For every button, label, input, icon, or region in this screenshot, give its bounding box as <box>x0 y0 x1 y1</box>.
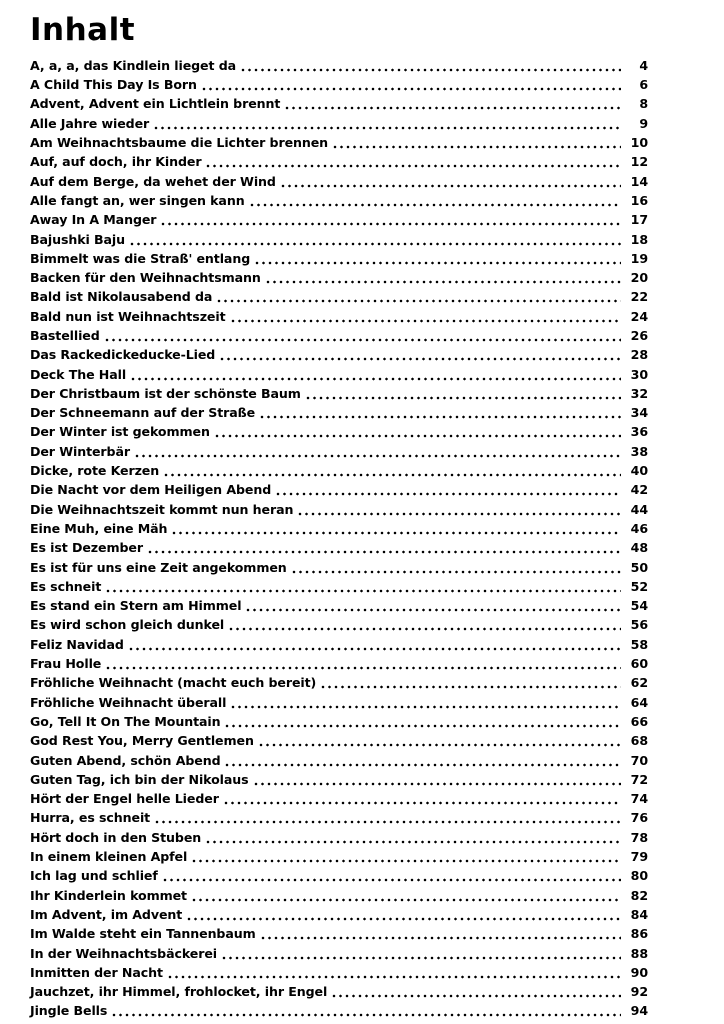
toc-entry <box>30 344 648 363</box>
toc-entry-title: Deck The Hall <box>30 366 127 382</box>
toc-entry-page: 30 <box>630 366 648 382</box>
toc-entry-title: Am Weihnachtsbaume die Lichter brennen <box>30 135 329 151</box>
toc-entry-title: Das Rackedickeducke-Lied <box>30 347 216 363</box>
toc-entry-page: 10 <box>630 135 648 151</box>
toc-entry-page: 50 <box>630 559 648 575</box>
dot-leader <box>105 338 621 342</box>
toc-entry-title: Feliz Navidad <box>30 636 124 652</box>
toc-entry-page: 58 <box>630 636 648 652</box>
dot-leader <box>231 319 622 323</box>
toc-entry-title: Auf dem Berge, da wehet der Wind <box>30 173 276 189</box>
dot-leader <box>333 145 621 149</box>
toc-entry <box>30 55 648 74</box>
dot-leader <box>135 454 621 458</box>
dot-leader <box>261 936 621 940</box>
toc-entry-page: 80 <box>630 868 648 884</box>
toc-entry <box>30 653 648 672</box>
toc-entry <box>30 865 648 884</box>
toc-entry <box>30 267 648 286</box>
toc-entry-page: 19 <box>630 250 648 266</box>
toc-entry-title: Hört der Engel helle Lieder <box>30 791 219 807</box>
toc-entry-page: 62 <box>630 675 648 691</box>
toc-entry <box>30 363 648 382</box>
toc-entry-page: 20 <box>630 270 648 286</box>
toc-entry-page: 48 <box>630 540 648 556</box>
toc-entry <box>30 518 648 537</box>
dot-leader <box>259 743 621 747</box>
toc-entry <box>30 286 648 305</box>
toc-entry-page: 68 <box>630 733 648 749</box>
toc-entry-title: Away In A Manger <box>30 212 157 228</box>
toc-entry-title: Advent, Advent ein Lichtlein brennt <box>30 96 281 112</box>
toc-entry <box>30 981 648 1000</box>
toc-entry-page: 32 <box>630 385 648 401</box>
dot-leader <box>254 782 621 786</box>
toc-entry-title: Bald nun ist Weihnachtszeit <box>30 308 226 324</box>
toc-entry <box>30 576 648 595</box>
toc-entry-page: 8 <box>639 96 648 112</box>
toc-entry-title: Es stand ein Stern am Himmel <box>30 598 242 614</box>
toc-entry <box>30 325 648 344</box>
toc-entry <box>30 711 648 730</box>
toc-entry-page: 24 <box>630 308 648 324</box>
toc-entry-page: 84 <box>630 906 648 922</box>
dot-leader <box>106 589 621 593</box>
toc-entry-page: 44 <box>630 501 648 517</box>
toc-entry-page: 86 <box>630 926 648 942</box>
toc-entry <box>30 769 648 788</box>
toc-entry-page: 78 <box>630 829 648 845</box>
toc-entry <box>30 537 648 556</box>
dot-leader <box>250 203 621 207</box>
toc-entry-title: Ich lag und schlief <box>30 868 158 884</box>
toc-entry-title: Es ist für uns eine Zeit angekommen <box>30 559 287 575</box>
dot-leader <box>202 87 621 91</box>
toc-entry-page: 76 <box>630 810 648 826</box>
toc-entry-title: Es schneit <box>30 578 102 594</box>
toc-entry-page: 28 <box>630 347 648 363</box>
toc-entry <box>30 691 648 710</box>
toc-entry-title: Der Schneemann auf der Straße <box>30 405 256 421</box>
toc-entry <box>30 112 648 131</box>
toc-entry <box>30 209 648 228</box>
toc-entry <box>30 305 648 324</box>
dot-leader <box>266 280 621 284</box>
toc-entry <box>30 402 648 421</box>
toc-entry-page: 66 <box>630 713 648 729</box>
toc-entry-title: Im Walde steht ein Tannenbaum <box>30 926 256 942</box>
toc-entry-title: Die Weihnachtszeit kommt nun heran <box>30 501 294 517</box>
toc-entry-title: Die Nacht vor dem Heiligen Abend <box>30 482 272 498</box>
dot-leader <box>231 705 621 709</box>
toc-entry-page: 64 <box>630 694 648 710</box>
toc-entry-title: Alle fangt an, wer singen kann <box>30 192 245 208</box>
dot-leader <box>106 666 621 670</box>
dot-leader <box>281 184 621 188</box>
dot-leader <box>217 299 621 303</box>
dot-leader <box>163 878 621 882</box>
toc-entry <box>30 904 648 923</box>
toc-entry-page: 9 <box>639 115 648 131</box>
toc-entry <box>30 807 648 826</box>
toc-entry-title: Alle Jahre wieder <box>30 115 150 131</box>
toc-list <box>30 55 648 1020</box>
toc-entry <box>30 228 648 247</box>
toc-entry-title: Der Christbaum ist der schönste Baum <box>30 385 301 401</box>
toc-entry-page: 88 <box>630 945 648 961</box>
page-title: Inhalt <box>30 12 136 48</box>
dot-leader <box>225 763 621 767</box>
toc-entry <box>30 479 648 498</box>
toc-entry-page: 56 <box>630 617 648 633</box>
toc-entry-page: 18 <box>630 231 648 247</box>
dot-leader <box>192 898 621 902</box>
toc-entry-page: 46 <box>630 520 648 536</box>
toc-entry-page: 92 <box>630 984 648 1000</box>
dot-leader <box>298 512 621 516</box>
dot-leader <box>155 820 621 824</box>
toc-entry <box>30 788 648 807</box>
toc-entry-title: Bastellied <box>30 328 100 343</box>
toc-entry-title: Guten Abend, schön Abend <box>30 752 221 768</box>
toc-entry <box>30 498 648 517</box>
dot-leader <box>131 377 621 381</box>
toc-entry-title: Der Winter ist gekommen <box>30 424 210 440</box>
dot-leader <box>148 550 621 554</box>
dot-leader <box>129 647 621 651</box>
toc-entry <box>30 383 648 402</box>
dot-leader <box>260 415 621 419</box>
dot-leader <box>154 126 621 130</box>
toc-entry-title: Bajushki Baju <box>30 231 125 247</box>
toc-entry <box>30 190 648 209</box>
dot-leader <box>172 531 621 535</box>
toc-entry-page: 40 <box>630 463 648 479</box>
toc-entry-page: 52 <box>630 578 648 594</box>
dot-leader <box>224 801 621 805</box>
toc-entry-title: God Rest You, Merry Gentlemen <box>30 733 254 749</box>
toc-entry <box>30 556 648 575</box>
toc-entry-title: Es ist Dezember <box>30 540 143 556</box>
toc-entry-page: 14 <box>630 173 648 189</box>
toc-entry-page: 36 <box>630 424 648 440</box>
dot-leader <box>164 473 621 477</box>
toc-entry <box>30 884 648 903</box>
toc-entry-page: 42 <box>630 482 648 498</box>
toc-entry <box>30 151 648 170</box>
toc-entry <box>30 170 648 189</box>
toc-entry <box>30 749 648 768</box>
dot-leader <box>255 261 621 265</box>
toc-entry <box>30 672 648 691</box>
dot-leader <box>206 840 621 844</box>
dot-leader <box>220 357 621 361</box>
toc-entry-page: 70 <box>630 752 648 768</box>
toc-entry-title: Dicke, rote Kerzen <box>30 463 160 479</box>
toc-entry-title: In der Weihnachtsbäckerei <box>30 945 217 961</box>
toc-entry-page: 72 <box>630 771 648 787</box>
toc-entry-title: A Child This Day Is Born <box>30 77 197 93</box>
toc-entry <box>30 730 648 749</box>
toc-entry <box>30 93 648 112</box>
toc-entry-page: 34 <box>630 405 648 421</box>
toc-entry-page: 79 <box>630 849 648 865</box>
dot-leader <box>225 724 621 728</box>
toc-entry-page: 60 <box>630 656 648 672</box>
toc-entry <box>30 923 648 942</box>
toc-entry-page: 26 <box>630 328 648 343</box>
toc-entry-page: 94 <box>630 1003 648 1019</box>
dot-leader <box>332 994 621 998</box>
dot-leader <box>306 396 621 400</box>
dot-leader <box>241 68 621 72</box>
toc-entry <box>30 826 648 845</box>
toc-entry-page: 22 <box>630 289 648 305</box>
dot-leader <box>246 608 621 612</box>
toc-entry-page: 4 <box>639 57 648 73</box>
toc-entry-title: Inmitten der Nacht <box>30 964 163 980</box>
toc-entry <box>30 962 648 981</box>
dot-leader <box>222 956 621 960</box>
dot-leader <box>285 106 621 110</box>
toc-entry-page: 54 <box>630 598 648 614</box>
dot-leader <box>229 627 621 631</box>
toc-entry-title: A, a, a, das Kindlein lieget da <box>30 57 237 73</box>
toc-entry-page: 82 <box>630 887 648 903</box>
toc-entry <box>30 74 648 93</box>
dot-leader <box>206 164 621 168</box>
toc-entry-title: Backen für den Weihnachtsmann <box>30 270 261 286</box>
toc-entry-title: Im Advent, im Advent <box>30 906 183 922</box>
toc-entry <box>30 846 648 865</box>
dot-leader <box>215 434 621 438</box>
toc-entry-title: Bald ist Nikolausabend da <box>30 289 213 305</box>
toc-entry-page: 17 <box>630 212 648 228</box>
toc-entry-title: Der Winterbär <box>30 443 130 459</box>
dot-leader <box>130 242 621 246</box>
toc-entry <box>30 942 648 961</box>
toc-entry-title: In einem kleinen Apfel <box>30 849 188 865</box>
toc-entry-title: Bimmelt was die Straß' entlang <box>30 250 251 266</box>
dot-leader <box>292 570 621 574</box>
toc-entry-page: 12 <box>630 154 648 170</box>
toc-entry-title: Guten Tag, ich bin der Nikolaus <box>30 771 249 787</box>
dot-leader <box>321 685 621 689</box>
toc-entry-title: Hört doch in den Stuben <box>30 829 202 845</box>
toc-entry <box>30 460 648 479</box>
toc-entry-title: Auf, auf doch, ihr Kinder <box>30 154 202 170</box>
toc-entry-title: Fröhliche Weihnacht überall <box>30 694 227 710</box>
toc-entry-title: Hurra, es schneit <box>30 810 151 826</box>
toc-entry-title: Ihr Kinderlein kommet <box>30 887 187 903</box>
dot-leader <box>112 1013 621 1017</box>
toc-entry-title: Jauchzet, ihr Himmel, frohlocket, ihr Engel <box>30 984 328 1000</box>
toc-entry <box>30 595 648 614</box>
toc-entry-title: Frau Holle <box>30 656 102 672</box>
toc-entry-title: Es wird schon gleich dunkel <box>30 617 225 633</box>
toc-entry <box>30 614 648 633</box>
dot-leader <box>192 859 621 863</box>
toc-entry-title: Fröhliche Weihnacht (macht euch bereit) <box>30 675 317 691</box>
dot-leader <box>161 222 621 226</box>
toc-entry <box>30 248 648 267</box>
toc-entry <box>30 633 648 652</box>
toc-entry <box>30 421 648 440</box>
dot-leader <box>276 492 621 496</box>
toc-entry-title: Go, Tell It On The Mountain <box>30 713 221 729</box>
toc-entry-title: Jingle Bells <box>30 1003 108 1019</box>
toc-entry-page: 74 <box>630 791 648 807</box>
toc-entry <box>30 1000 648 1019</box>
toc-entry-page: 16 <box>630 192 648 208</box>
toc-entry-page: 6 <box>639 77 648 93</box>
toc-entry-title: Eine Muh, eine Mäh <box>30 520 168 536</box>
dot-leader <box>168 975 621 979</box>
toc-entry <box>30 132 648 151</box>
toc-entry-page: 90 <box>630 964 648 980</box>
dot-leader <box>187 917 621 921</box>
toc-entry <box>30 440 648 459</box>
toc-entry-page: 38 <box>630 443 648 459</box>
